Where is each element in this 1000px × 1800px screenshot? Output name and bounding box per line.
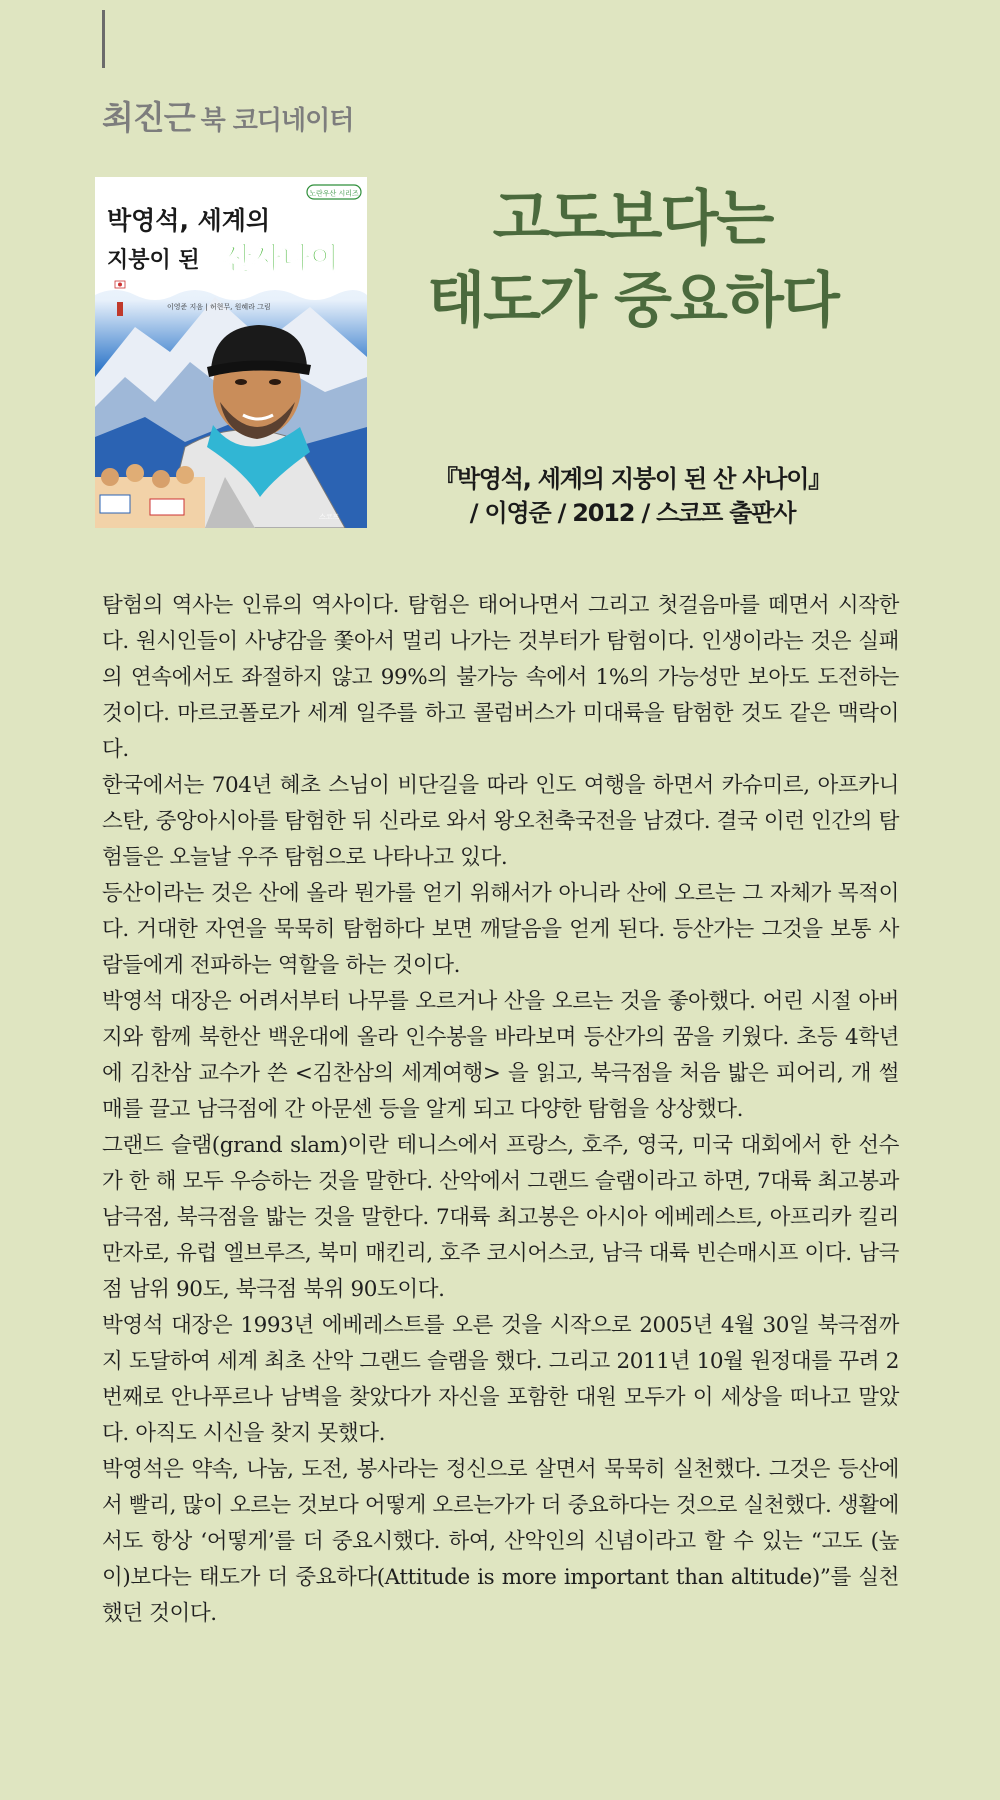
byline [102, 92, 353, 139]
article-body [102, 588, 899, 1632]
cover-publisher-logo: 스코프 [319, 513, 340, 521]
paragraph: 탐험의 역사는 인류의 역사이다. 탐험은 태어나면서 그리고 첫걸음마를 떼면서 시작한다. 원시인들이 사냥감을 쫓아서 멀리 나가는 것부터가 탐험이다. 인생이라는 것은 실패의 연속에서도 좌절하지 않고 99%의 불가능 속에서 1%의 가능성만 보아도 도전하는 것이다. 마르코폴로가 세계 일주를 하고 콜럼버스가 미대륙을 탐험한 것도 같은 맥락이다. [102, 593, 899, 762]
top-divider [102, 10, 105, 68]
book-cover-image [95, 177, 367, 528]
headline-line1: 고도보다는 [492, 184, 773, 254]
headline-line2: 태도가 중요하다 [427, 266, 838, 336]
cover-title-line2-b: 산사나이 [223, 242, 339, 277]
book-info [400, 462, 865, 530]
headline [390, 178, 875, 342]
cover-series-badge [307, 185, 361, 199]
author-role: 북 코디네이터 [200, 106, 354, 136]
cover-title-line1: 박영석, 세계의 [107, 206, 271, 235]
cover-credits: 이영준 지음 | 허현무, 원혜라 그림 [167, 303, 271, 311]
paragraph: 박영석 대장은 1993년 에베레스트를 오른 것을 시작으로 2005년 4월 30일 북극점까지 도달하여 세계 최초 산악 그랜드 슬램을 했다. 그리고 2011년 10월 원정대를 꾸려 2번째로 안나푸르나 남벽을 찾았다가 자신을 포함한 대원 모두가 이 세상을 떠나고 말았다. 아직도 시신을 찾지 못했다. [102, 1313, 899, 1446]
book-title: 『박영석, 세계의 지붕이 된 산 사나이』 [433, 465, 832, 493]
author-name: 최진근 [102, 98, 195, 137]
paragraph: 그랜드 슬램(grand slam)이란 테니스에서 프랑스, 호주, 영국, 미국 대회에서 한 선수가 한 해 모두 우승하는 것을 말한다. 산악에서 그랜드 슬램이라고 하면, 7대륙 최고봉과 남극점, 북극점을 밟는 것을 말한다. 7대륙 최고봉은 아시아 에베레스트, 아프리카 킬리만자로, 유럽 엘브루즈, 북미 매킨리, 호주 코시어스코, 남극 대륙 빈슨매시프 이다. 남극점 남위 90도, 북극점 북위 90도이다. [102, 1133, 899, 1302]
paragraph: 박영석 대장은 어려서부터 나무를 오르거나 산을 오르는 것을 좋아했다. 어린 시절 아버지와 함께 북한산 백운대에 올라 인수봉을 바라보며 등산가의 꿈을 키웠다. 초등 4학년에 김찬삼 교수가 쓴 <김찬삼의 세계여행> 을 읽고, 북극점을 처음 밟은 피어리, 개 썰매를 끌고 남극점에 간 아문센 등을 알게 되고 다양한 탐험을 상상했다. [102, 989, 899, 1122]
book-meta: / 이영준 / 2012 / 스코프 출판사 [469, 499, 796, 527]
paragraph: 한국에서는 704년 혜초 스님이 비단길을 따라 인도 여행을 하면서 카슈미르, 아프카니스탄, 중앙아시아를 탐험한 뒤 신라로 와서 왕오천축국전을 남겼다. 결국 이런 인간의 탐험들은 오늘날 우주 탐험으로 나타나고 있다. [102, 773, 899, 870]
svg-text:노란우산 시리즈: 노란우산 시리즈 [309, 189, 359, 198]
cover-title-line2-a: 지붕이 된 [107, 248, 200, 273]
paragraph: 박영석은 약속, 나눔, 도전, 봉사라는 정신으로 살면서 묵묵히 실천했다. 그것은 등산에서 빨리, 많이 오르는 것보다 어떻게 오르는가가 더 중요하다는 것으로 실천했다. 생활에서도 항상 ‘어떻게’를 더 중요시했다. 하여, 산악인의 신념이라고 할 수 있는 “고도 (높이)보다는 태도가 더 중요하다(Attitude is more important than altitude)”를 실천했던 것이다. [102, 1457, 899, 1626]
paragraph: 등산이라는 것은 산에 올라 뭔가를 얻기 위해서가 아니라 산에 오르는 그 자체가 목적이다. 거대한 자연을 묵묵히 탐험하다 보면 깨달음을 얻게 된다. 등산가는 그것을 보통 사람들에게 전파하는 역할을 하는 것이다. [102, 881, 899, 978]
